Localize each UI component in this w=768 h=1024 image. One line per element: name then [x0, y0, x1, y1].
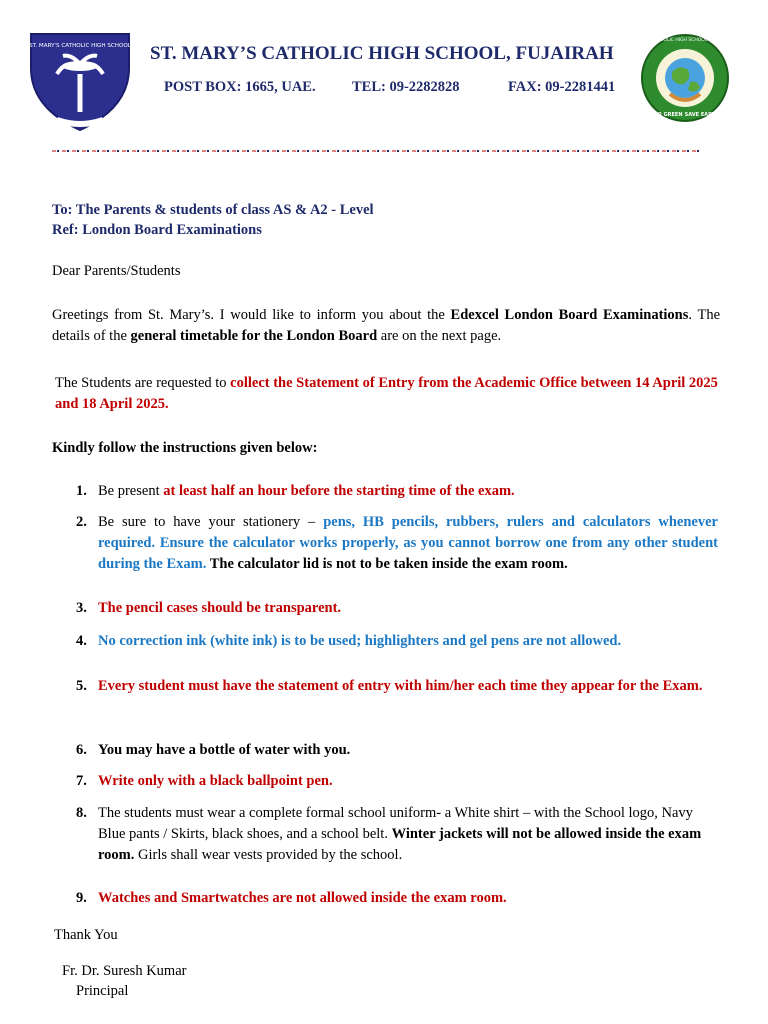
item-number: 7.: [76, 773, 87, 789]
para1-text-d: general timetable for the London Board: [130, 328, 378, 344]
item-number: 8.: [76, 805, 87, 821]
item-text: The pencil cases should be transparent.: [98, 600, 342, 616]
to-line: To: The Parents & students of class AS & A2 - Level: [52, 202, 374, 218]
para2-text-b: collect the Statement of Entry from the Academic Office between 14 April 2025 and 18 April 2025.: [55, 375, 718, 412]
badge-motto-right: SAVE EARTH: [684, 112, 720, 118]
item-number: 9.: [76, 890, 87, 906]
school-name-heading: ST. MARY’S CATHOLIC HIGH SCHOOL, FUJAIRAH: [150, 43, 614, 64]
post-box: POST BOX: 1665, UAE.: [164, 79, 316, 95]
item-text: No correction ink (white ink) is to be used; highlighters and gel pens are not allowed.: [98, 633, 622, 649]
item-text-highlight: pens, HB pencils, rubbers, rulers and calculators whenever required. Ensure the calculator works properly, as you cannot borrow one from any other student during the Exam.: [98, 514, 718, 572]
signer-title: Principal: [76, 983, 129, 999]
item-number: 6.: [76, 742, 87, 758]
item-number: 1.: [76, 483, 87, 499]
item-number: 5.: [76, 678, 87, 694]
item-text: Watches and Smartwatches are not allowed inside the exam room.: [98, 890, 507, 906]
salutation: Dear Parents/Students: [52, 263, 181, 279]
para2-text-a: The Students are requested to: [55, 375, 231, 391]
closing: Thank You: [54, 927, 118, 943]
school-crest-logo: [27, 30, 133, 134]
crest-text: ST. MARY'S CATHOLIC HIGH SCHOOL: [29, 43, 131, 49]
item-text: Write only with a black ballpoint pen.: [98, 773, 333, 789]
item-text-bold: Winter jackets will not be allowed inside the exam room.: [98, 826, 702, 863]
item-text: The students must wear a complete formal school uniform- a White shirt – with the School logo, Navy Blue pants / Skirts, black shoes, and a school belt.: [98, 805, 693, 842]
greeting-paragraph: [52, 305, 720, 347]
signer-name: Fr. Dr. Suresh Kumar: [62, 963, 187, 979]
item-text: Every student must have the statement of entry with him/her each time they appear for the Exam.: [98, 678, 703, 694]
badge-motto-left: GO GREEN: [653, 112, 683, 118]
para1-text-a: Greetings from St. Mary’s. I would like to inform you about the: [52, 307, 451, 323]
item-text: Be present: [98, 483, 164, 499]
para1-text-e: are on the next page.: [377, 328, 502, 344]
item-text: You may have a bottle of water with you.: [98, 742, 351, 758]
para1-text-c: . The details of the: [52, 307, 721, 344]
item-number: 4.: [76, 633, 87, 649]
item-text-bold: The calculator lid is not to be taken inside the exam room.: [206, 556, 568, 572]
item-number: 3.: [76, 600, 87, 616]
go-green-logo: [625, 28, 745, 128]
item-text-end: Girls shall wear vests provided by the school.: [134, 847, 403, 863]
para1-text-b: Edexcel London Board Examinations: [450, 307, 689, 323]
instructions-heading: Kindly follow the instructions given below:: [52, 440, 318, 456]
header-divider: [52, 148, 700, 154]
item-number: 2.: [76, 514, 87, 530]
statement-paragraph: [55, 373, 723, 415]
telephone: TEL: 09-2282828: [352, 79, 460, 95]
fax: FAX: 09-2281441: [508, 79, 616, 95]
ref-line: Ref: London Board Examinations: [52, 222, 262, 238]
badge-ring-text: ST. MARY'S CATHOLIC HIGH SCHOOL FUJAIRAH U.A.E.: [625, 38, 745, 43]
item-text-highlight: at least half an hour before the starting time of the exam.: [163, 483, 515, 499]
item-text: Be sure to have your stationery –: [98, 514, 324, 530]
